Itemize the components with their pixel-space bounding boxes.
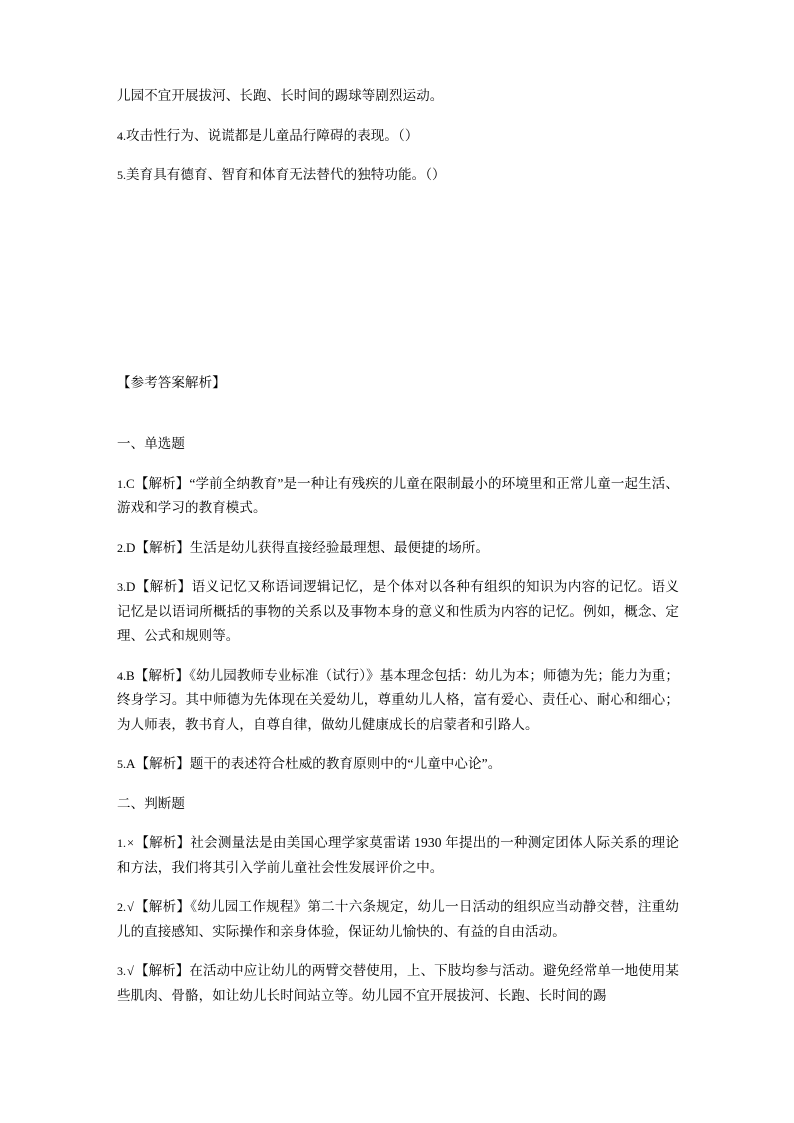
answer-item <box>117 575 679 649</box>
answer-number: 3. <box>117 580 126 594</box>
answer-mark-correct: √ <box>127 964 134 978</box>
answer-label: 【解析】 <box>135 835 191 850</box>
answer-number: 3. <box>117 964 126 978</box>
answer-explanation: 题干的表述符合杜威的教育原则中的“儿童中心论”。 <box>189 756 502 771</box>
answer-number: 2. <box>117 540 126 555</box>
question-text: 美育具有德育、智育和体育无法替代的独特功能。（） <box>126 167 446 182</box>
answer-letter: C <box>126 475 135 491</box>
answer-item <box>117 536 679 561</box>
answer-item <box>117 831 679 880</box>
answer-letter: D <box>126 539 136 555</box>
answer-explanation: 语义记忆又称语词逻辑记忆，是个体对以各种有组织的知识为内容的记忆。语义记忆是以语词所概括的事物的关系以及事物本身的意义和性质为内容的记忆。例如，概念、定理、公式和规则等。 <box>117 579 680 643</box>
answer-label: 【解析】 <box>135 579 192 594</box>
answer-item <box>117 664 679 738</box>
answer-key-heading: 【参考答案解析】 <box>117 374 226 390</box>
page-content <box>117 84 679 1008</box>
answer-number: 4. <box>117 668 126 683</box>
answer-number: 1. <box>117 836 126 850</box>
question-item-4 <box>117 124 679 149</box>
continued-question-text: 儿园不宜开展拔河、长跑、长时间的踢球等剧烈运动。 <box>117 88 444 103</box>
heading-spacer <box>117 410 679 432</box>
answer-explanation: 社会测量法是由美国心理学家莫雷诺 1930 年提出的一种测定团体人际关系的理论和方法，我们将其引入学前儿童社会性发展评价之中。 <box>117 835 679 875</box>
answer-number: 1. <box>117 476 126 491</box>
answer-item <box>117 895 679 944</box>
answer-explanation: 《幼儿园教师专业标准（试行）》基本理念包括：幼儿为本；师德为先；能力为重；终身学习。其中师德为先体现在关爱幼儿，尊重幼儿人格，富有爱心、责任心、耐心和细心；为人师表，教书育人，自尊自律，做幼儿健康成长的启蒙者和引路人。 <box>117 667 679 732</box>
answer-number: 5. <box>117 757 126 771</box>
answer-label: 【解析】 <box>134 667 190 683</box>
section-heading-single-choice: 一、单选题 <box>117 436 185 451</box>
answer-explanation: 在活动中应让幼儿的两臂交替使用，上、下肢均参与活动。避免经常单一地使用某些肌肉、骨骼，如让幼儿长时间站立等。幼儿园不宜开展拔河、长跑、长时间的踢 <box>117 963 679 1003</box>
question-number: 5. <box>117 168 126 182</box>
answer-label: 【解析】 <box>135 756 190 771</box>
answer-label: 【解析】 <box>134 963 190 978</box>
answer-explanation: “学前全纳教育”是一种让有残疾的儿童在限制最小的环境里和正常儿童一起生活、游戏和学习的教育模式。 <box>117 475 679 515</box>
answer-explanation: 生活是幼儿获得直接经验最理想、最便捷的场所。 <box>189 539 490 555</box>
answer-label: 【解析】 <box>134 475 190 491</box>
answer-explanation: 《幼儿园工作规程》第二十六条规定，幼儿一日活动的组织应当动静交替，注重幼儿的直接感知、实际操作和亲身体验，保证幼儿愉快的、有益的自由活动。 <box>117 899 679 939</box>
answer-number: 2. <box>117 900 126 914</box>
question-text: 攻击性行为、说谎都是儿童品行障碍的表现。（） <box>126 127 419 143</box>
blank-spacer <box>117 203 679 371</box>
answer-mark-incorrect: × <box>127 836 135 850</box>
answer-item <box>117 959 679 1008</box>
question-item-5 <box>117 163 679 188</box>
answer-label: 【解析】 <box>134 899 191 914</box>
answer-item <box>117 752 679 777</box>
section-heading-true-false: 二、判断题 <box>117 795 185 811</box>
answer-label: 【解析】 <box>135 539 190 555</box>
answer-letter: D <box>126 579 136 594</box>
answer-item <box>117 472 679 521</box>
question-number: 4. <box>117 128 126 143</box>
answer-mark-correct: √ <box>127 900 134 914</box>
answer-letter: B <box>126 667 135 683</box>
answer-letter: A <box>126 756 136 771</box>
